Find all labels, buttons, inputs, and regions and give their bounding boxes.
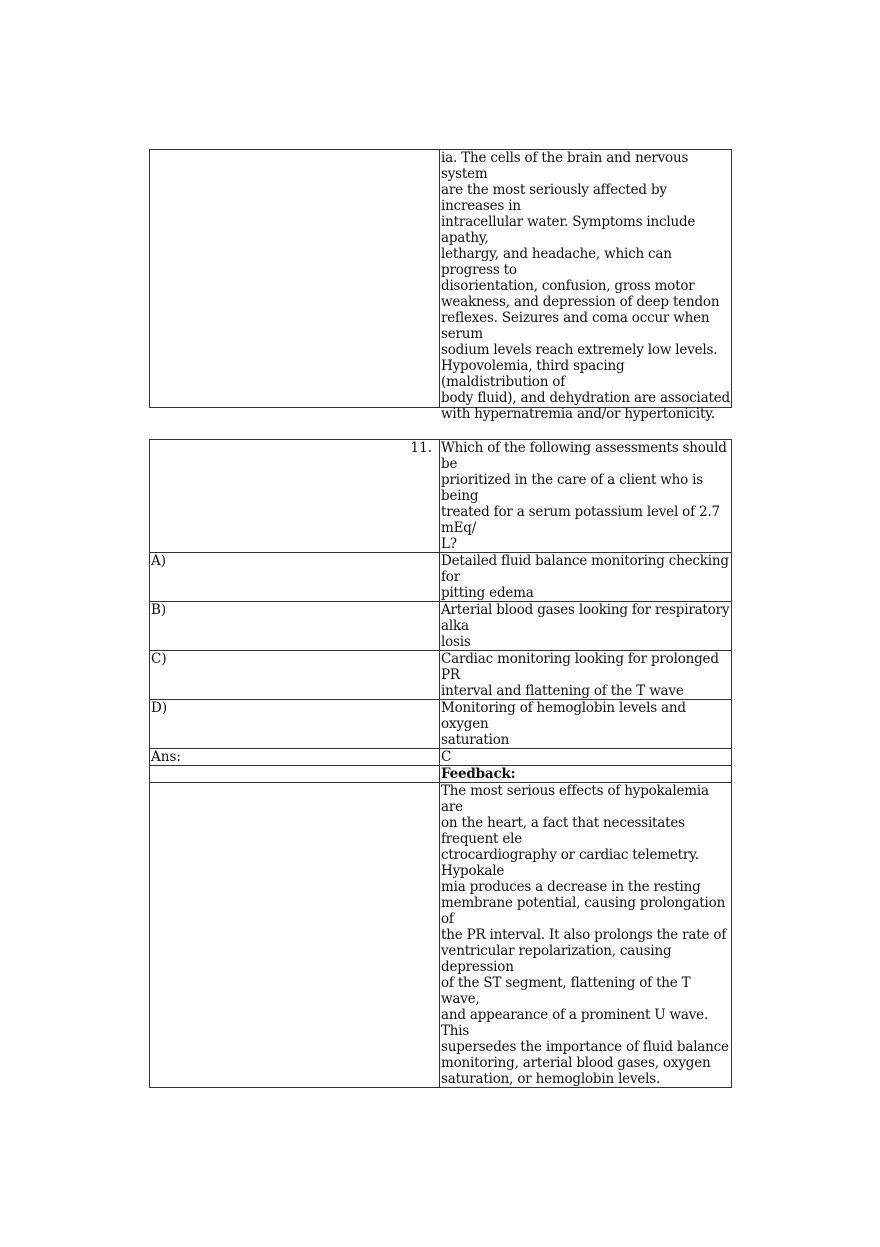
text-line: treated for a serum potassium level of 2.7 mEq/ [441, 504, 720, 536]
text-line: Hypovolemia, third spacing (maldistribution of [441, 358, 625, 390]
option-row-d [150, 699, 731, 748]
text-line: Which of the following assessments should be [441, 440, 727, 472]
answer-label: Ans: [150, 749, 440, 765]
text-line: monitoring, arterial blood gases, oxygen [441, 1055, 711, 1071]
text-line: pitting edema [441, 585, 534, 601]
text-line: ia. The cells of the brain and nervous system [441, 150, 689, 182]
text-line: Arterial blood gases looking for respiratory alka [441, 602, 730, 634]
text-line: disorientation, confusion, gross motor [441, 278, 695, 294]
text-line: prioritized in the care of a client who is being [441, 472, 704, 504]
text-line: The most serious effects of hypokalemia are [441, 783, 709, 815]
text-line: of the ST segment, flattening of the T wave, [441, 975, 691, 1007]
feedback-label-row [150, 765, 731, 782]
text-line: body fluid), and dehydration are associated [441, 390, 730, 406]
empty-cell [150, 150, 440, 407]
text-line: ventricular repolarization, causing depression [441, 943, 672, 975]
question-stem-row [150, 440, 731, 552]
text-line: are the most seriously affected by increases in [441, 182, 667, 214]
question-11-table [149, 439, 732, 1088]
text-line: sodium levels reach extremely low levels. [441, 342, 718, 358]
text-line: L? [441, 536, 457, 552]
text-line: and appearance of a prominent U wave. This [441, 1007, 709, 1039]
empty-cell [150, 766, 440, 782]
option-letter: D) [150, 700, 440, 748]
feedback-text [440, 783, 731, 1087]
text-line: with hypernatremia and/or hypertonicity. [441, 406, 715, 422]
text-line: ctrocardiography or cardiac telemetry. Hypokale [441, 847, 699, 879]
text-line: Monitoring of hemoglobin levels and oxygen [441, 700, 686, 732]
text-line: membrane potential, causing prolongation of [441, 895, 726, 927]
feedback-continuation-table [149, 149, 732, 422]
option-text [440, 553, 731, 601]
feedback-text-row [150, 782, 731, 1087]
option-row-b [150, 601, 731, 650]
feedback-label: Feedback: [441, 766, 516, 782]
text-line: interval and flattening of the T wave [441, 683, 684, 699]
option-text [440, 651, 731, 699]
feedback-continuation-text [440, 150, 731, 422]
text-line: supersedes the importance of fluid balance [441, 1039, 729, 1055]
option-letter: B) [150, 602, 440, 650]
question-stem [440, 440, 731, 552]
text-line: the PR interval. It also prolongs the rate of [441, 927, 727, 943]
text-line: on the heart, a fact that necessitates frequent ele [441, 815, 685, 847]
answer-row [150, 748, 731, 765]
option-text [440, 602, 731, 650]
option-letter: C) [150, 651, 440, 699]
text-line: weakness, and depression of deep tendon [441, 294, 720, 310]
text-line: reflexes. Seizures and coma occur when serum [441, 310, 710, 342]
text-line: saturation, or hemoglobin levels. [441, 1071, 661, 1087]
table-row [150, 150, 731, 422]
text-line: Detailed fluid balance monitoring checking for [441, 553, 729, 585]
text-line: Cardiac monitoring looking for prolonged PR [441, 651, 719, 683]
text-line: saturation [441, 732, 510, 748]
question-number: 11. [150, 440, 440, 552]
option-text [440, 700, 731, 748]
option-row-a [150, 552, 731, 601]
text-line: lethargy, and headache, which can progress to [441, 246, 672, 278]
option-row-c [150, 650, 731, 699]
option-letter: A) [150, 553, 440, 601]
text-line: intracellular water. Symptoms include apathy, [441, 214, 696, 246]
answer-value: C [441, 749, 452, 765]
text-line: losis [441, 634, 471, 650]
empty-cell [150, 783, 440, 1087]
text-line: mia produces a decrease in the resting [441, 879, 701, 895]
